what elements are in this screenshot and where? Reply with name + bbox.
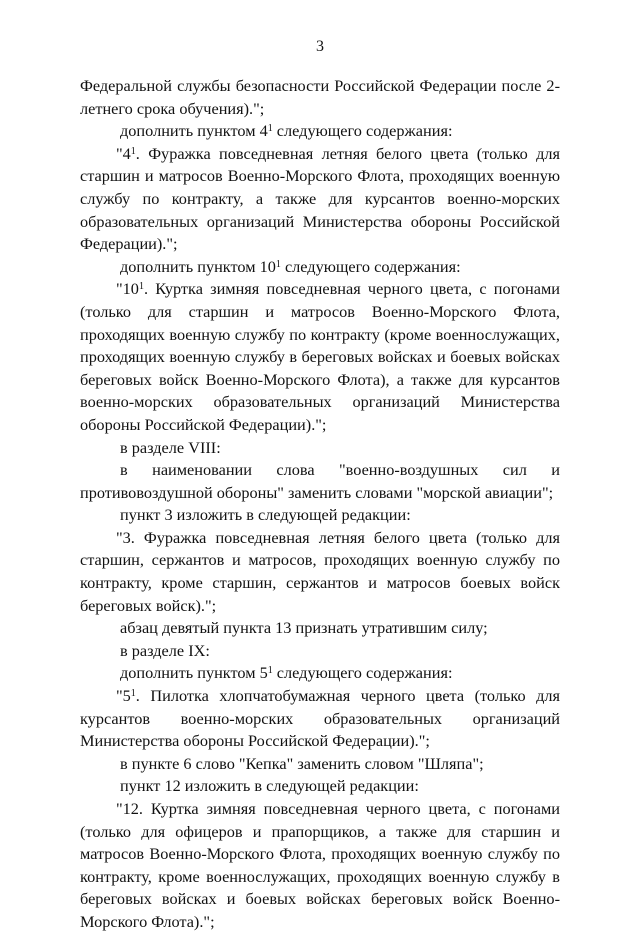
paragraph: пункт 12 изложить в следующей редакции: — [120, 776, 419, 796]
superscript: 1 — [130, 145, 136, 157]
paragraph: в наименовании слова "военно-воздушных сил и противовоздушной обороны" заменить словами "морской авиации"; — [80, 460, 560, 502]
superscript: 1 — [130, 688, 136, 700]
paragraph: абзац девятый пункта 13 признать утратившим силу; — [120, 618, 488, 638]
paragraph: дополнить пунктом $10^1$ следующего содержания: — [120, 256, 461, 276]
page-number: 3 — [316, 38, 324, 55]
paragraph: пункт 3 изложить в следующей редакции: — [120, 505, 411, 525]
paragraph: Федеральной службы безопасности Российской Федерации после 2-летнего срока обучения)."; — [80, 76, 560, 118]
document-body — [80, 75, 560, 934]
quoted-paragraph: "$4^1$. Фуражка повседневная летняя белого цвета (только для старшин и матросов Военно-Морского Флота, проходящих военную службу по контракту, а также для курсантов военно-морских образовательных организаций Министерства обороны Российской Федерации)."; — [80, 143, 560, 254]
quoted-paragraph: "$5^1$. Пилотка хлопчатобумажная черного цвета (только для курсантов военно-морских образовательных организаций Министерства обороны Российской Федерации)."; — [80, 686, 560, 751]
superscript: 1 — [267, 123, 273, 135]
superscript: 1 — [267, 665, 273, 677]
paragraph: в разделе VIII: — [120, 437, 221, 457]
paragraph: дополнить пунктом $5^1$ следующего содержания: — [120, 663, 453, 683]
quoted-paragraph: "12. Куртка зимняя повседневная черного цвета, с погонами (только для офицеров и прапорщиков, а также для старшин и матросов Военно-Морского Флота, проходящих военную службу по контракту, кроме военнослужащих, проходящих военную службу в береговых войсках и боевых войсках береговых войск Военно-Морского Флота)."; — [80, 799, 560, 931]
paragraph: в пункте 6 слово "Кепка" заменить словом "Шляпа"; — [120, 753, 484, 773]
quoted-paragraph: "$10^1$. Куртка зимняя повседневная черного цвета, с погонами (только для старшин и матросов Военно-Морского Флота, проходящих военную службу по контракту (кроме военнослужащих, проходящих военную службу в береговых войсках и боевых войсках береговых войск Военно-Морского Флота), а также для курсантов военно-морских образовательных организаций Министерства обороны Российской Федерации)."; — [80, 279, 560, 434]
paragraph: в разделе IX: — [120, 640, 210, 660]
paragraph: дополнить пунктом $4^1$ следующего содержания: — [120, 121, 453, 141]
superscript: 1 — [275, 258, 281, 270]
quoted-paragraph: "3. Фуражка повседневная летняя белого цвета (только для старшин, сержантов и матросов, проходящих военную службу по контракту, кроме старшин, сержантов и матросов боевых войск береговых войск)."; — [80, 527, 560, 615]
superscript: 1 — [138, 281, 144, 293]
